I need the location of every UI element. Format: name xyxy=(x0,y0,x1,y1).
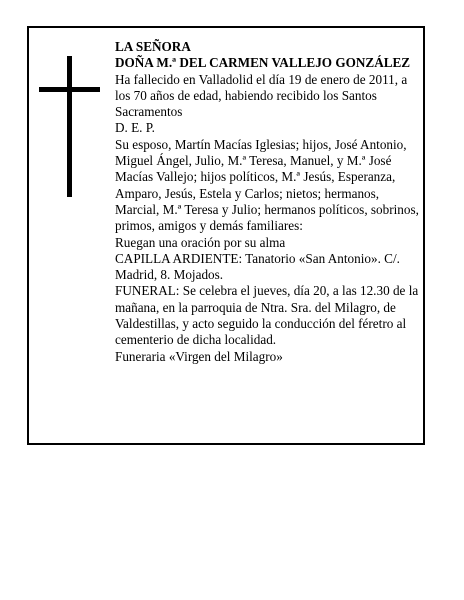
funeral-info: FUNERAL: Se celebra el jueves, día 20, a las 12.30 de la mañana, en la parroquia de Ntra. Sra. del Milagro, de Valdestillas, y acto seguido la conducción del féretro al cementerio de dicha localidad. xyxy=(115,283,419,348)
chapel-info: CAPILLA ARDIENTE: Tanatorio «San Antonio». C/. Madrid, 8. Mojados. xyxy=(115,250,400,283)
funeral-home: Funeraria «Virgen del Milagro» xyxy=(115,348,283,364)
prayer-request: Ruegan una oración por su alma xyxy=(115,234,286,250)
obituary-notice xyxy=(27,26,425,445)
cross-vertical-bar xyxy=(67,56,72,197)
dep-line: D. E. P. xyxy=(115,120,155,136)
obituary-text xyxy=(115,39,421,365)
heading-title: LA SEÑORA xyxy=(115,39,191,54)
death-statement: Ha fallecido en Valladolid el día 19 de enero de 2011, a los 70 años de edad, habiendo recibido los Santos Sacramentos xyxy=(115,71,408,120)
cross-horizontal-bar xyxy=(39,87,100,92)
family-list: Su esposo, Martín Macías Iglesias; hijos, José Antonio, Miguel Ángel, Julio, M.ª Teresa, Manuel, y M.ª José Macías Vallejo; hijos políticos, M.ª Jesús, Esperanza, Amparo, Jesús, Estela y Carlos; nietos; hermanos, Marcial, M.ª Teresa y Julio; hermanos políticos, sobrinos, primos, amigos y demás familiares: xyxy=(115,136,419,234)
deceased-name: DOÑA M.ª DEL CARMEN VALLEJO GONZÁLEZ xyxy=(115,55,411,71)
